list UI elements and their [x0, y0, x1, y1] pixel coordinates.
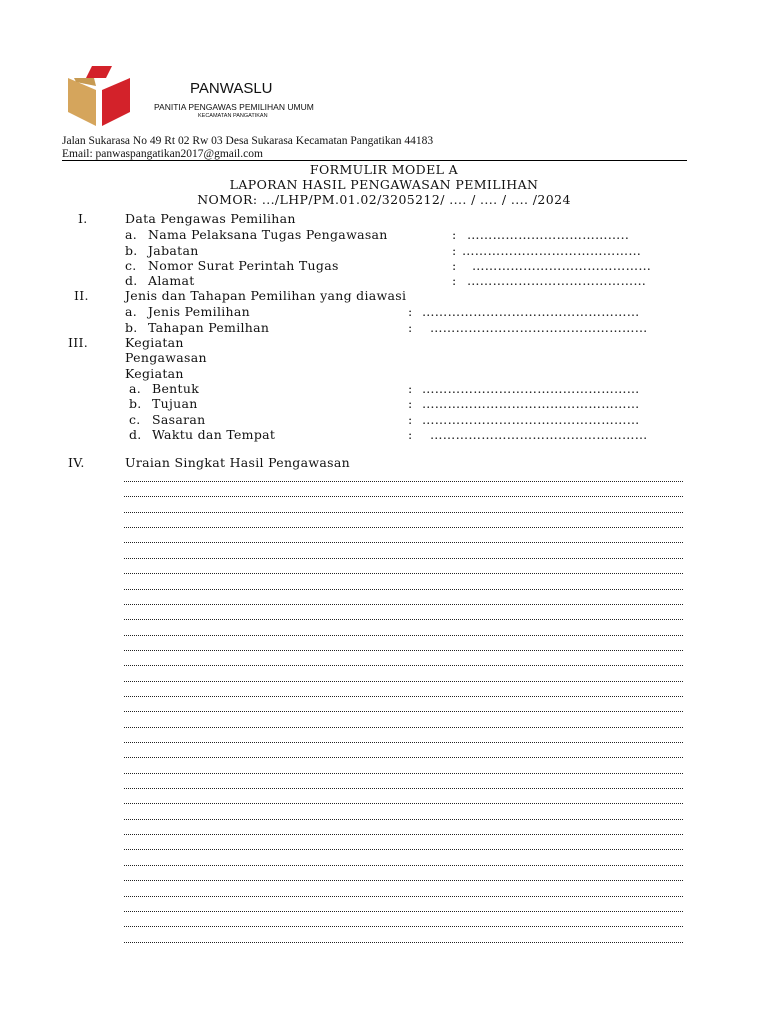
field-colon: :	[408, 396, 413, 411]
field-fill-tujuan[interactable]: ……………………………………………	[422, 396, 640, 411]
section-title-cont: Kegiatan	[125, 366, 184, 381]
dotted-writing-line	[124, 635, 683, 636]
dotted-writing-line	[124, 665, 683, 666]
dotted-writing-line	[124, 558, 683, 559]
logo-red-top	[86, 66, 112, 78]
field-fill-jenis-pemilihan[interactable]: ……………………………………………	[422, 304, 640, 319]
field-label-alamat: Alamat	[148, 273, 195, 288]
field-colon: :	[452, 258, 457, 273]
field-label-tujuan: Tujuan	[152, 396, 198, 411]
org-subdivision: KECAMATAN PANGATIKAN	[198, 113, 268, 119]
field-colon: :	[408, 381, 413, 396]
field-fill-jabatan[interactable]: ……………………………………	[462, 243, 642, 258]
dotted-writing-line	[124, 773, 683, 774]
dotted-writing-line	[124, 681, 683, 682]
dotted-writing-line	[124, 942, 683, 943]
field-label-bentuk: Bentuk	[152, 381, 200, 396]
dotted-writing-line	[124, 696, 683, 697]
field-colon: :	[452, 243, 457, 258]
address-line: Jalan Sukarasa No 49 Rt 02 Rw 03 Desa Sukarasa Kecamatan Pangatikan 44183	[62, 135, 434, 147]
item-letter: c.	[125, 258, 137, 273]
item-letter: a.	[125, 304, 138, 319]
section-title: Uraian Singkat Hasil Pengawasan	[125, 455, 350, 470]
field-fill-sasaran[interactable]: ……………………………………………	[422, 412, 640, 427]
dotted-writing-line	[124, 650, 683, 651]
field-fill-bentuk[interactable]: ……………………………………………	[422, 381, 640, 396]
item-letter: d.	[129, 427, 142, 442]
field-label-nama-pelaksana: Nama Pelaksana Tugas Pengawasan	[148, 227, 388, 242]
field-colon: :	[408, 427, 413, 442]
header-divider	[62, 160, 687, 161]
dotted-writing-line	[124, 880, 683, 881]
dotted-writing-line	[124, 819, 683, 820]
org-full-name: PANITIA PENGAWAS PEMILIHAN UMUM	[154, 102, 314, 112]
section-number: III.	[68, 335, 88, 350]
field-fill-nomor-surat[interactable]: ……………………………………	[472, 258, 652, 273]
dotted-writing-line	[124, 619, 683, 620]
dotted-writing-line	[124, 527, 683, 528]
field-label-nomor-surat: Nomor Surat Perintah Tugas	[148, 258, 339, 273]
item-letter: b.	[125, 320, 138, 335]
document-number: NOMOR: .../LHP/PM.01.02/3205212/ .... / .... / .... /2024	[197, 192, 571, 207]
field-colon: :	[452, 273, 457, 288]
field-label-jenis-pemilihan: Jenis Pemilihan	[148, 304, 250, 319]
field-colon: :	[408, 412, 413, 427]
email-line: Email: panwaspangatikan2017@gmail.com	[62, 148, 263, 160]
field-label-waktu-tempat: Waktu dan Tempat	[152, 427, 276, 442]
dotted-writing-line	[124, 589, 683, 590]
section-title: Kegiatan	[125, 335, 184, 350]
field-fill-tahapan[interactable]: ……………………………………………	[430, 320, 648, 335]
section-number: I.	[78, 211, 88, 226]
panwaslu-logo	[66, 64, 132, 128]
dotted-writing-line	[124, 849, 683, 850]
dotted-writing-line	[124, 496, 683, 497]
item-letter: a.	[125, 227, 138, 242]
field-colon: :	[408, 320, 413, 335]
item-letter: b.	[129, 396, 142, 411]
field-label-tahapan: Tahapan Pemilhan	[148, 320, 270, 335]
form-title: FORMULIR MODEL A	[309, 162, 459, 177]
item-letter: c.	[129, 412, 141, 427]
dotted-writing-line	[124, 896, 683, 897]
dotted-writing-line	[124, 711, 683, 712]
dotted-writing-line	[124, 911, 683, 912]
field-label-sasaran: Sasaran	[152, 412, 206, 427]
field-label-jabatan: Jabatan	[148, 243, 199, 258]
dotted-writing-line	[124, 834, 683, 835]
dotted-writing-line	[124, 757, 683, 758]
field-colon: :	[452, 227, 457, 242]
dotted-writing-line	[124, 926, 683, 927]
item-letter: d.	[125, 273, 138, 288]
dotted-writing-line	[124, 727, 683, 728]
dotted-writing-line	[124, 788, 683, 789]
report-title: LAPORAN HASIL PENGAWASAN PEMILIHAN	[229, 177, 539, 192]
dotted-writing-line	[124, 573, 683, 574]
dotted-writing-line	[124, 512, 683, 513]
item-letter: a.	[129, 381, 142, 396]
field-fill-waktu-tempat[interactable]: ……………………………………………	[430, 427, 648, 442]
field-colon: :	[408, 304, 413, 319]
section-title-cont: Pengawasan	[125, 350, 207, 365]
logo-red-right	[102, 78, 130, 126]
section-number: IV.	[68, 455, 85, 470]
field-fill-nama-pelaksana[interactable]: ………………………………..	[467, 227, 630, 242]
item-letter: b.	[125, 243, 138, 258]
org-name: PANWASLU	[190, 80, 273, 97]
field-fill-alamat[interactable]: ……………………………………	[467, 273, 647, 288]
dotted-writing-line	[124, 542, 683, 543]
section-title: Data Pengawas Pemilihan	[125, 211, 296, 226]
section-title: Jenis dan Tahapan Pemilihan yang diawasi	[125, 288, 407, 303]
dotted-writing-line	[124, 865, 683, 866]
dotted-writing-line	[124, 742, 683, 743]
dotted-writing-line	[124, 604, 683, 605]
dotted-writing-line	[124, 481, 683, 482]
logo-gold-left	[68, 78, 96, 126]
dotted-writing-line	[124, 803, 683, 804]
section-number: II.	[74, 288, 89, 303]
